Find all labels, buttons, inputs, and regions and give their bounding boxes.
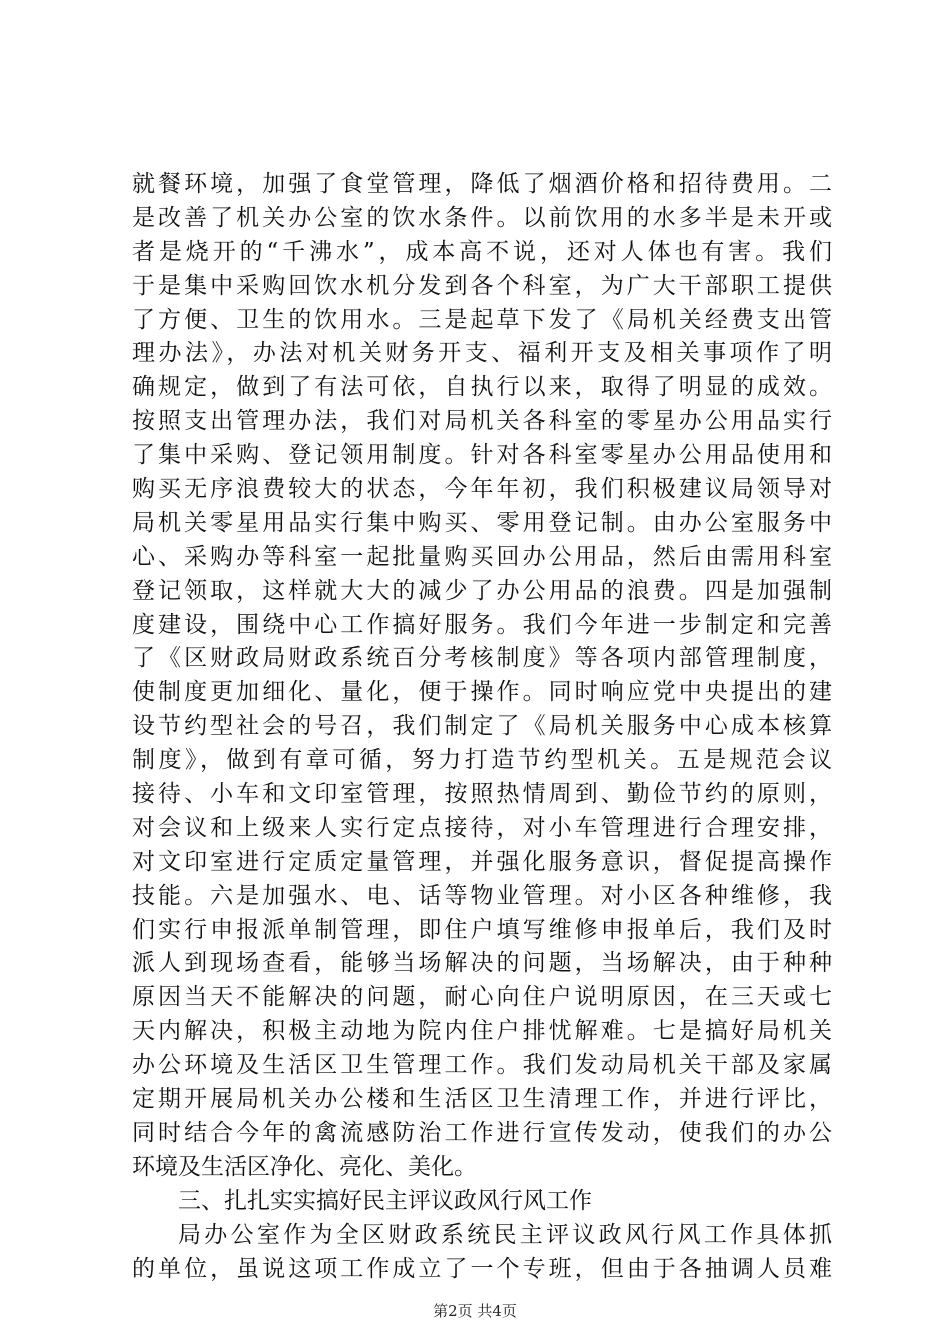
text-line: 了集中采购、登记领用制度。针对各科室零星办公用品使用和 [132, 442, 832, 469]
text-line: 办公环境及生活区卫生管理工作。我们发动局机关干部及家属 [132, 1052, 832, 1079]
text-line: 登记领取，这样就大大的减少了办公用品的浪费。四是加强制 [132, 577, 832, 604]
text-line: 是改善了机关办公室的饮水条件。以前饮用的水多半是未开或 [132, 204, 832, 231]
text-line: 了方便、卫生的饮用水。三是起草下发了《局机关经费支出管 [132, 306, 832, 333]
text-line: 购买无序浪费较大的状态，今年年初，我们积极建议局领导对 [132, 476, 832, 503]
text-line: 技能。六是加强水、电、话等物业管理。对小区各种维修，我 [132, 882, 832, 909]
text-line: 环境及生活区净化、亮化、美化。 [132, 1153, 477, 1180]
text-line: 们实行申报派单制管理，即住户填写维修申报单后，我们及时 [132, 916, 832, 943]
text-line: 制度》，做到有章可循，努力打造节约型机关。五是规范会议 [132, 747, 832, 774]
text-line: 者是烧开的“千沸水”，成本高不说，还对人体也有害。我们 [132, 238, 832, 265]
text-line: 度建设，围绕中心工作搞好服务。我们今年进一步制定和完善 [132, 611, 832, 638]
page-footer: 第2页 共4页 [433, 1302, 517, 1320]
text-line: 理办法》，办法对机关财务开支、福利开支及相关事项作了明 [132, 340, 832, 367]
text-line: 设节约型社会的号召，我们制定了《局机关服务中心成本核算 [132, 713, 832, 740]
text-line: 接待、小车和文印室管理，按照热情周到、勤俭节约的原则， [132, 781, 832, 808]
text-line: 的单位，虽说这项工作成立了一个专班，但由于各抽调人员难 [132, 1255, 832, 1282]
text-line: 对文印室进行定质定量管理，并强化服务意识，督促提高操作 [132, 848, 832, 875]
text-line: 就餐环境，加强了食堂管理，降低了烟酒价格和招待费用。二 [132, 171, 832, 197]
text-line: 心、采购办等科室一起批量购买回办公用品，然后由需用科室 [132, 543, 832, 570]
text-line: 局机关零星用品实行集中购买、零用登记制。由办公室服务中 [132, 509, 832, 536]
text-line: 局办公室作为全区财政系统民主评议政风行风工作具体抓 [178, 1221, 832, 1248]
text-line: 于是集中采购回饮水机分发到各个科室，为广大干部职工提供 [132, 272, 832, 299]
text-line: 对会议和上级来人实行定点接待，对小车管理进行合理安排， [132, 814, 832, 841]
text-line: 同时结合今年的禽流感防治工作进行宣传发动，使我们的办公 [132, 1119, 832, 1146]
text-line: 使制度更加细化、量化，便于操作。同时响应党中央提出的建 [132, 679, 832, 706]
text-line: 派人到现场查看，能够当场解决的问题，当场解决，由于种种 [132, 950, 832, 977]
section-heading: 三、扎扎实实搞好民主评议政风行风工作 [178, 1187, 592, 1214]
text-line: 按照支出管理办法，我们对局机关各科室的零星办公用品实行 [132, 408, 832, 435]
text-line: 确规定，做到了有法可依，自执行以来，取得了明显的成效。 [132, 374, 832, 401]
text-line: 定期开展局机关办公楼和生活区卫生清理工作，并进行评比， [132, 1086, 832, 1113]
text-line: 天内解决，积极主动地为院内住户排忧解难。七是搞好局机关 [132, 1018, 832, 1045]
text-line: 原因当天不能解决的问题，耐心向住户说明原因，在三天或七 [132, 984, 832, 1011]
text-line: 了《区财政局财政系统百分考核制度》等各项内部管理制度， [132, 645, 832, 672]
body-text [132, 168, 832, 1286]
